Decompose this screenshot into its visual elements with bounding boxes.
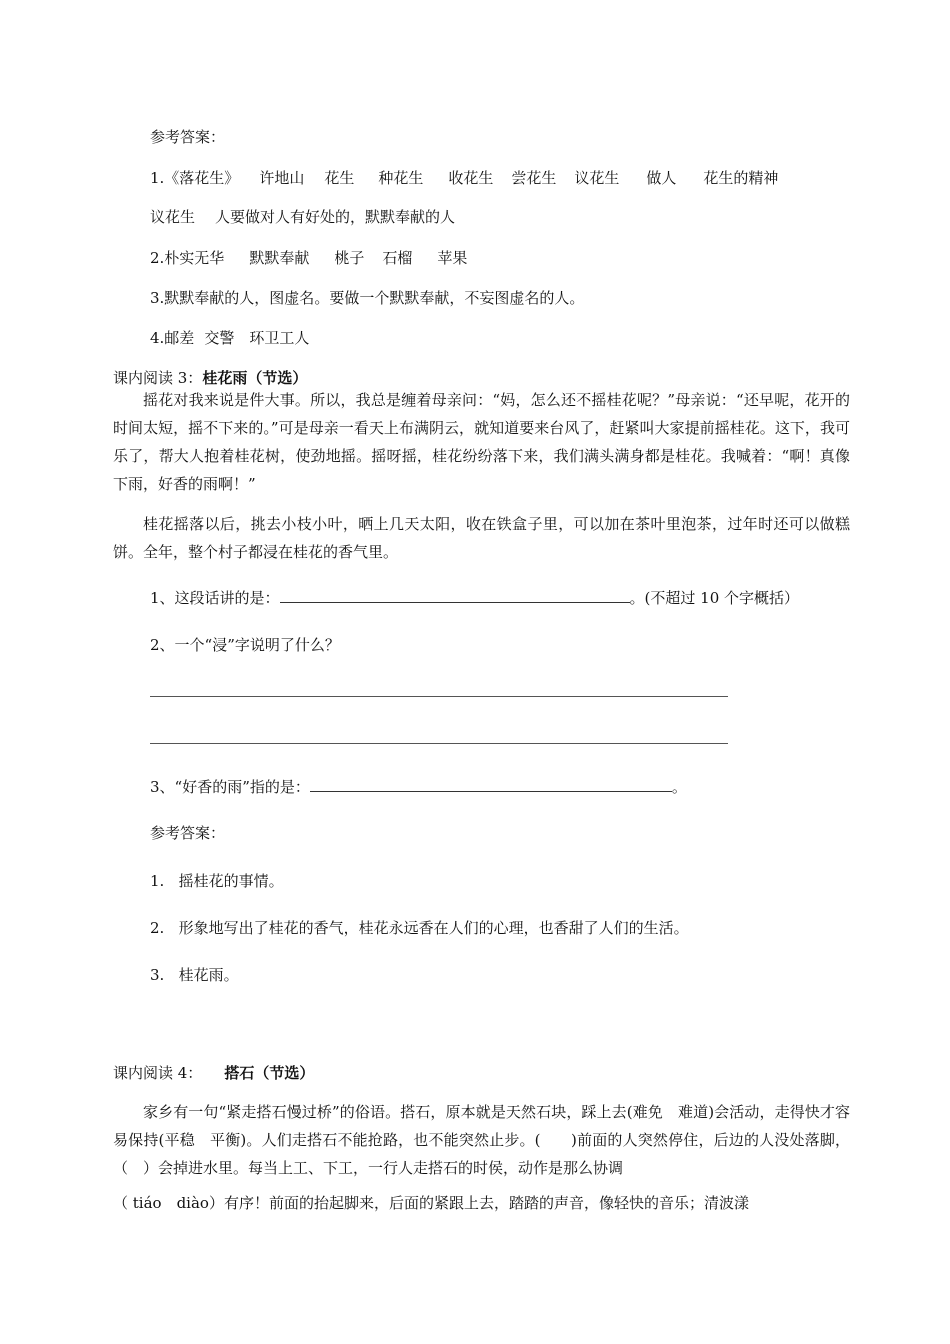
answer-blank[interactable] (280, 586, 630, 603)
answer-item: 苹果 (437, 249, 468, 267)
answer-item: 环卫工人 (249, 329, 310, 347)
reading-4-paragraph-cont: （ tiáo diào）有序！前面的抬起脚来，后面的紧跟上去，踏踏的声音，像轻快的音乐；清波漾 (113, 1194, 749, 1212)
answer-line-3: 3.默默奉献的人，图虚名。要做一个默默奉献，不妄图虚名的人。 (150, 289, 585, 307)
answer-item: 花生的精神 (703, 169, 779, 187)
question-text: 1、这段话讲的是： (150, 589, 280, 607)
answer-item: 桃子 (334, 249, 365, 267)
answer-item: 做人 (646, 169, 677, 187)
answer-line-4 (150, 327, 309, 349)
answer-item: 默默奉献 (249, 249, 310, 267)
question-3 (150, 775, 687, 798)
question-2: 2、一个“浸”字说明了什么？ (150, 636, 340, 654)
answers-heading-1: 参考答案： (150, 128, 226, 146)
answer-item: 人要做对人有好处的，默默奉献的人 (215, 208, 456, 226)
question-1 (150, 586, 799, 609)
answers-heading-2: 参考答案： (150, 824, 226, 842)
section-title: 搭石（节选） (224, 1064, 315, 1082)
answer-blank[interactable] (310, 775, 672, 792)
answer-line-1 (150, 167, 778, 189)
answer-item: 尝花生 (511, 169, 557, 187)
question-text: 3、“好香的雨”指的是： (150, 778, 310, 796)
answer-item: 交警 (204, 329, 235, 347)
answer-line-1-cont (150, 206, 455, 228)
answer-item: 1.《落花生》 (150, 169, 240, 187)
answer-item: 收花生 (448, 169, 494, 187)
section-heading-reading-4 (113, 1062, 314, 1084)
answer-line-2 (150, 247, 467, 269)
section-label: 课内阅读 4： (113, 1064, 203, 1082)
answer-item: 花生 (324, 169, 355, 187)
reading-3-answer-2: 2. 形象地写出了桂花的香气，桂花永远香在人们的心理，也香甜了人们的生活。 (150, 919, 689, 937)
answer-line[interactable] (150, 743, 728, 744)
reading-4-paragraph: 家乡有一句“紧走搭石慢过桥”的俗语。搭石，原本就是天然石块，踩上去(难免 难道)会活动，走得快才容易保持(平稳 平衡)。人们走搭石不能抢路，也不能突然止步。( )前面的人突然停住，后边的人没处落脚，（ ）会掉进水里。每当上工、下工，一行人走搭石的时侯，动作是那么协调 (113, 1103, 850, 1177)
answer-item: 4.邮差 (150, 329, 195, 347)
answer-item: 2.朴实无华 (150, 249, 225, 267)
answer-item: 许地山 (259, 169, 305, 187)
reading-3-answer-1: 1. 摇桂花的事情。 (150, 872, 284, 890)
answer-item: 石榴 (382, 249, 413, 267)
section-title: 桂花雨（节选） (202, 369, 308, 387)
answer-item: 议花生 (150, 208, 196, 226)
reading-3-paragraph-1: 摇花对我来说是件大事。所以，我总是缠着母亲问：“妈，怎么还不摇桂花呢？”母亲说：“还早呢，花开的时间太短，摇不下来的。”可是母亲一看天上布满阴云，就知道要来台风了，赶紧叫大家提前摇桂花。这下，我可乐了，帮大人抱着桂花树，使劲地摇。摇呀摇，桂花纷纷落下来，我们满头满身都是桂花。我喊着：“啊！真像下雨，好香的雨啊！” (113, 391, 850, 493)
answer-line[interactable] (150, 696, 728, 697)
reading-3-paragraph-2: 桂花摇落以后，挑去小枝小叶，晒上几天太阳，收在铁盒子里，可以加在茶叶里泡茶，过年时还可以做糕饼。全年，整个村子都浸在桂花的香气里。 (113, 515, 850, 561)
answer-item: 种花生 (378, 169, 424, 187)
question-end: 。 (671, 778, 687, 796)
answer-item: 议花生 (574, 169, 620, 187)
section-label: 课内阅读 3： (113, 369, 203, 387)
question-note: 。(不超过 10 个字概括） (629, 589, 800, 607)
reading-3-answer-3: 3. 桂花雨。 (150, 966, 239, 984)
